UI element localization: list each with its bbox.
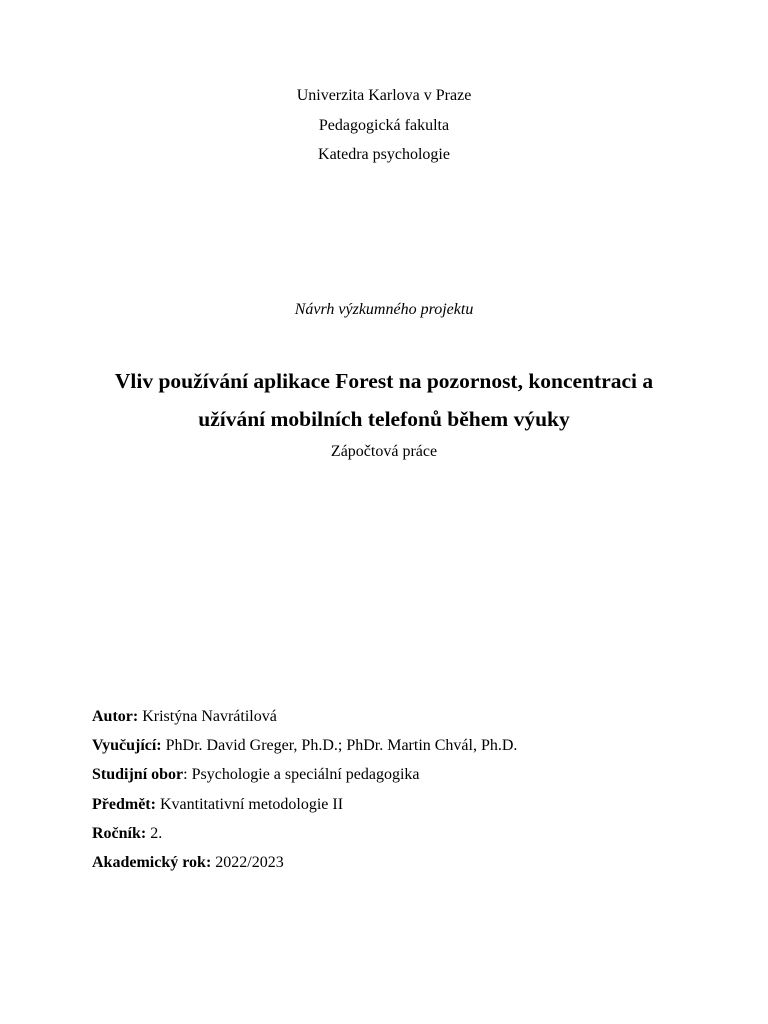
year-value: 2. bbox=[146, 825, 163, 842]
subject-value: Kvantitativní metodologie II bbox=[155, 796, 344, 813]
field-label: Studijní obor bbox=[92, 766, 184, 783]
work-type: Zápočtová práce bbox=[330, 443, 438, 460]
academic-year-row bbox=[92, 853, 284, 873]
teachers-label: Vyučující: bbox=[92, 737, 162, 754]
field-row bbox=[92, 765, 420, 785]
subject-row bbox=[92, 795, 343, 815]
faculty-name: Pedagogická fakulta bbox=[318, 117, 450, 134]
subject-label: Předmět: bbox=[92, 796, 156, 813]
field-value: : Psychologie a speciální pedagogika bbox=[183, 766, 420, 783]
author-label: Autor: bbox=[92, 708, 139, 725]
document-type: Návrh výzkumného projektu bbox=[294, 301, 474, 318]
university-name: Univerzita Karlova v Praze bbox=[296, 87, 472, 104]
teachers-row bbox=[92, 736, 517, 756]
year-label: Ročník: bbox=[92, 825, 147, 842]
thesis-title-line-1: Vliv používání aplikace Forest na pozornost, koncentraci a bbox=[114, 369, 654, 393]
department-name: Katedra psychologie bbox=[318, 146, 450, 163]
academic-year-value: 2022/2023 bbox=[211, 854, 284, 871]
year-row bbox=[92, 824, 162, 844]
teachers-value: PhDr. David Greger, Ph.D.; PhDr. Martin Chvál, Ph.D. bbox=[161, 737, 518, 754]
thesis-title-line-2: užívání mobilních telefonů během výuky bbox=[198, 407, 570, 431]
author-value: Kristýna Navrátilová bbox=[138, 708, 277, 725]
academic-year-label: Akademický rok: bbox=[92, 854, 212, 871]
author-row bbox=[92, 707, 277, 727]
